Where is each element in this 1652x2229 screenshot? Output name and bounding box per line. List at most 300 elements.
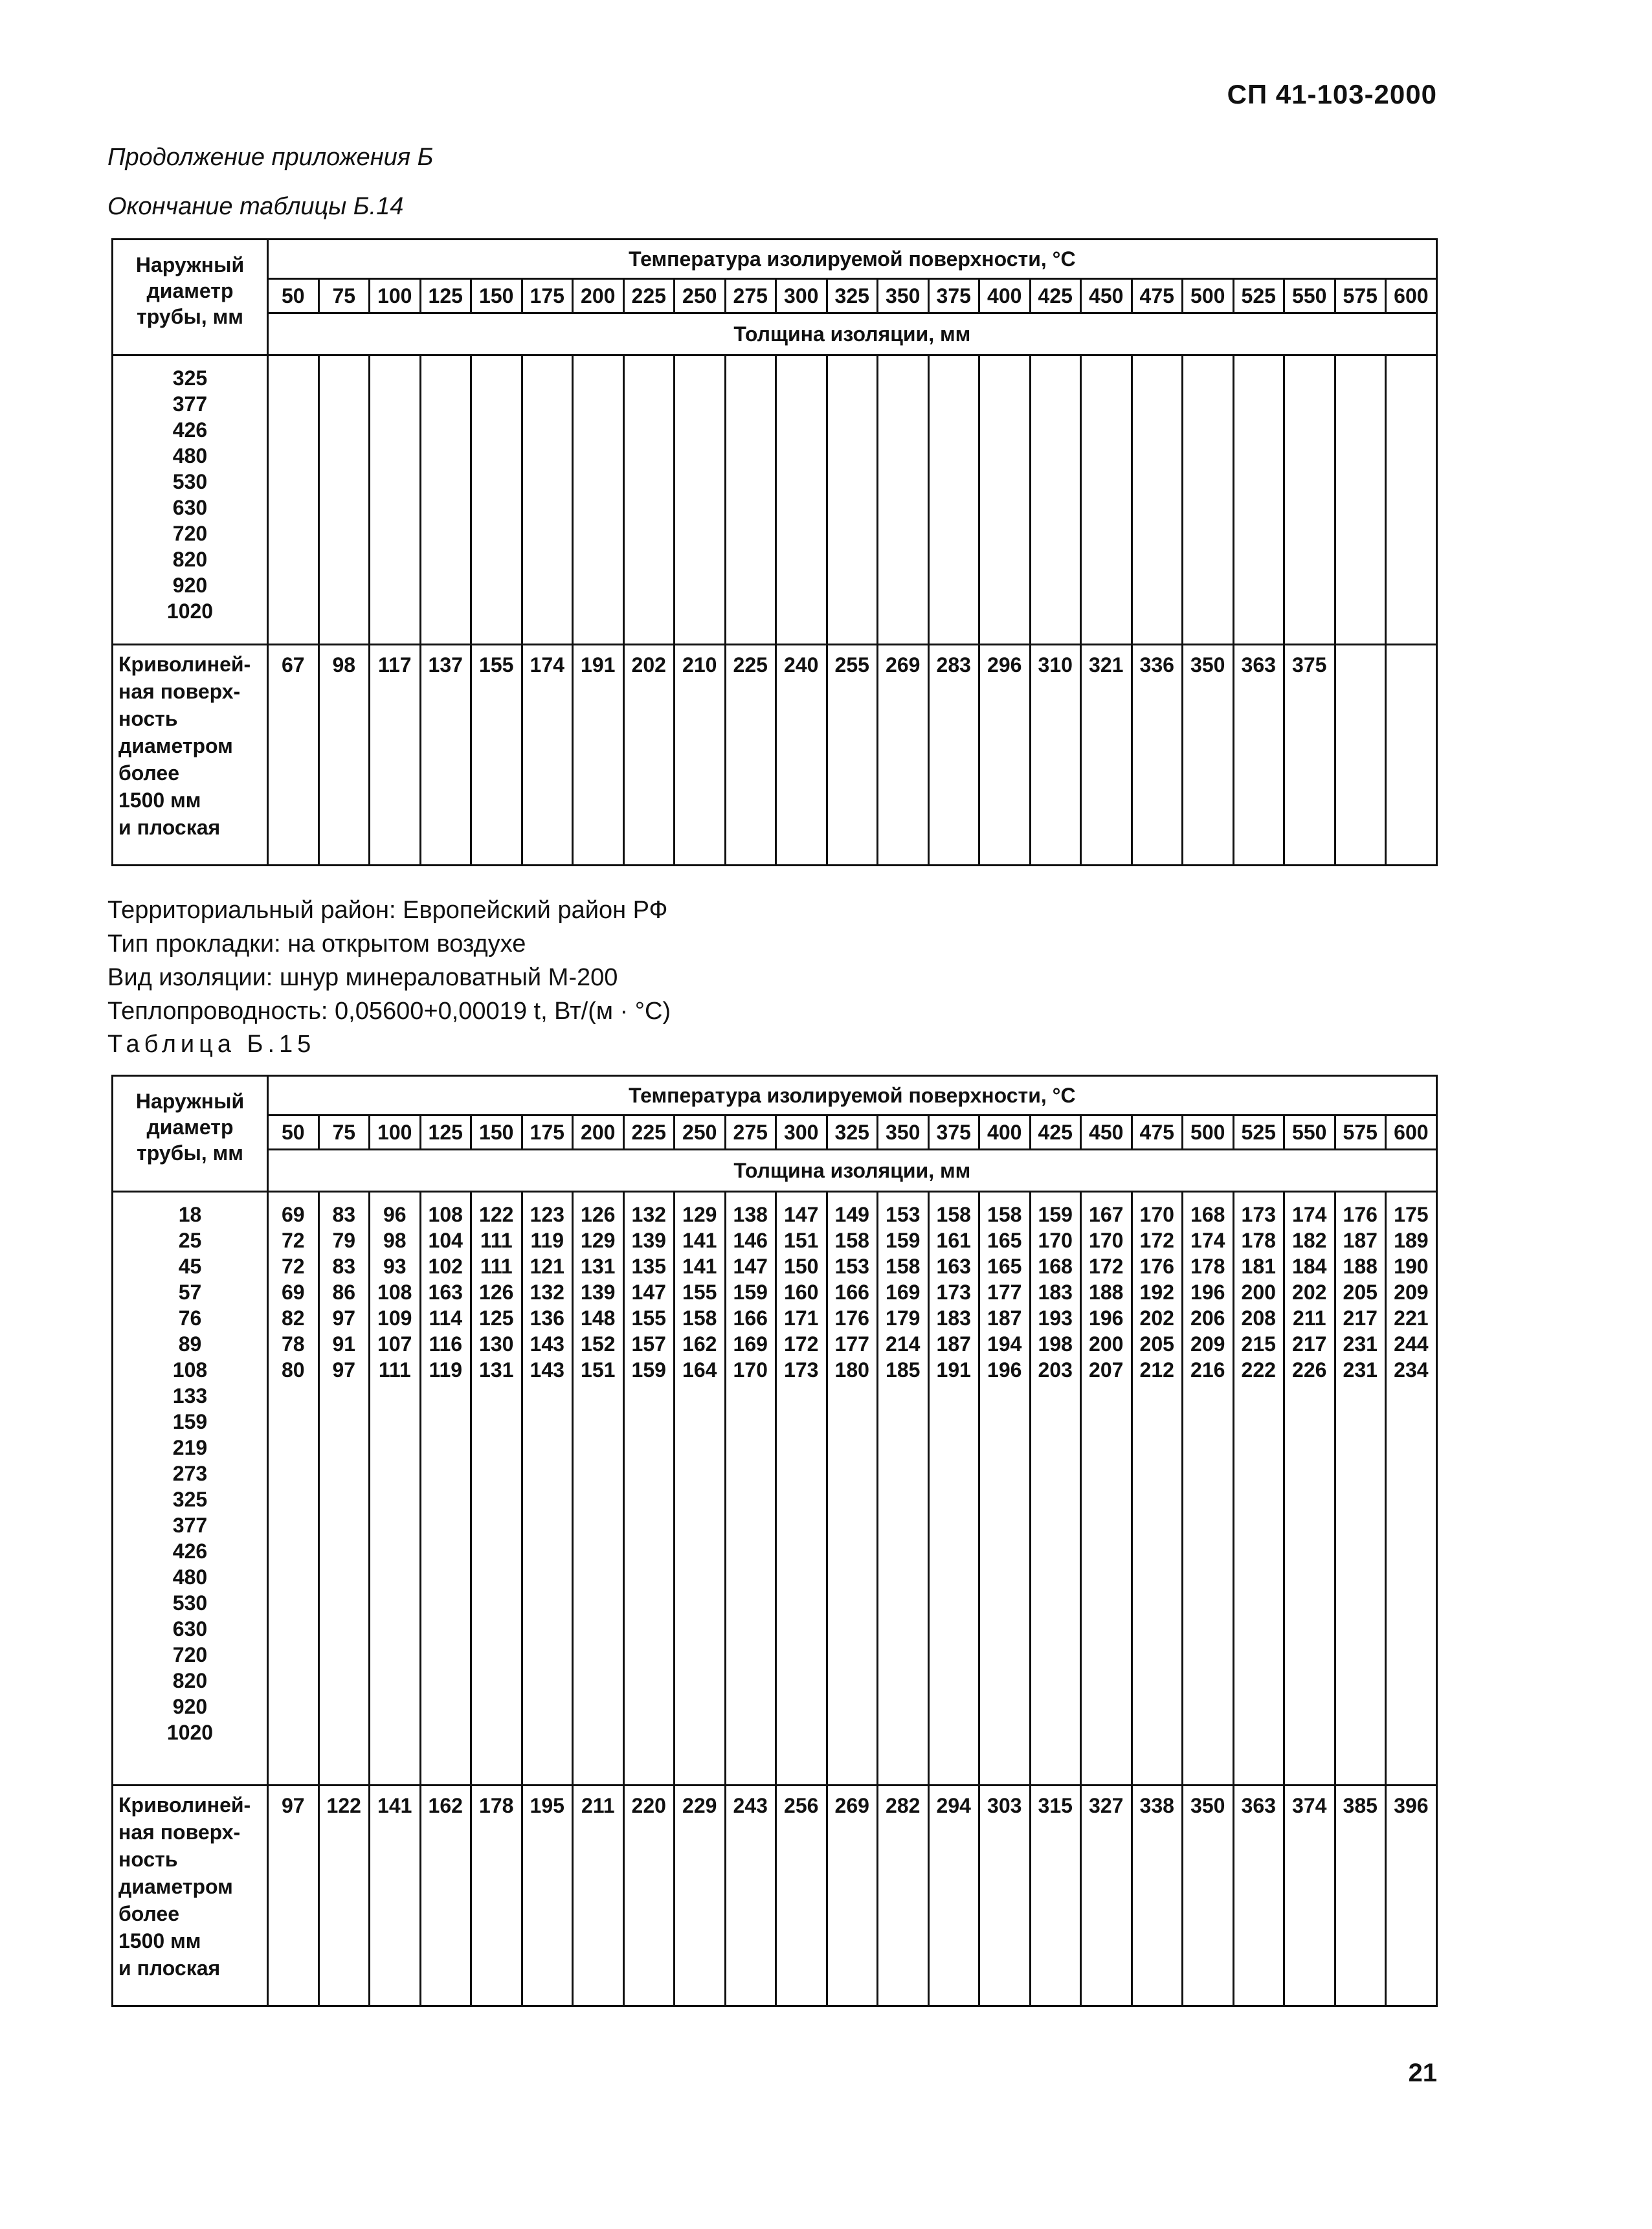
- text-line: 108: [172, 1358, 208, 1382]
- thickness-value: 148: [581, 1306, 616, 1330]
- temperature-cell: 175: [522, 279, 573, 313]
- temperature-cell: 600: [1386, 279, 1437, 313]
- thickness-value: 146: [733, 1229, 768, 1252]
- text-line: 480: [172, 444, 208, 467]
- text-line: 820: [172, 1669, 208, 1692]
- temperature-cell: 50: [268, 279, 319, 313]
- thickness-value: 158: [987, 1203, 1022, 1226]
- thickness-value: 182: [1292, 1229, 1327, 1252]
- temperature-cell: 475: [1132, 1115, 1183, 1150]
- thickness-value: 206: [1190, 1306, 1225, 1330]
- text-line: 720: [172, 522, 208, 545]
- temperature-row: [113, 279, 1437, 313]
- diameter-row: [113, 1192, 1437, 1786]
- text-line: 45: [178, 1255, 202, 1278]
- thickness-value: 170: [1139, 1203, 1174, 1226]
- thickness-value: 188: [1343, 1255, 1378, 1278]
- flat-thickness-value: 350: [1183, 645, 1234, 866]
- text-line: 377: [172, 1514, 208, 1537]
- thickness-value: 159: [886, 1229, 921, 1252]
- thickness-value: 163: [428, 1281, 463, 1304]
- thickness-value: 107: [377, 1332, 412, 1356]
- thickness-value: 160: [784, 1281, 819, 1304]
- temperature-cell: 300: [776, 279, 827, 313]
- thickness-value: 177: [834, 1332, 869, 1356]
- temperature-row: [113, 1115, 1437, 1150]
- thickness-value: 216: [1190, 1358, 1225, 1382]
- thickness-value: 181: [1241, 1255, 1276, 1278]
- thickness-value: 159: [631, 1358, 666, 1382]
- temperature-cell: 425: [1030, 279, 1081, 313]
- table-b14: [111, 238, 1438, 866]
- text-line: Криволиней-: [118, 653, 251, 676]
- thickness-column: [1081, 355, 1132, 645]
- flat-thickness-value: 122: [318, 1786, 370, 2006]
- flat-thickness-value: 137: [420, 645, 471, 866]
- thickness-column: [370, 1192, 421, 1786]
- thickness-value: 168: [1190, 1203, 1225, 1226]
- thickness-value: 169: [886, 1281, 921, 1304]
- text-line: 630: [172, 1617, 208, 1641]
- thickness-column: [675, 355, 726, 645]
- thickness-column: [1081, 1192, 1132, 1786]
- thickness-value: 83: [332, 1203, 356, 1226]
- thickness-value: 119: [530, 1229, 564, 1252]
- text-line: 630: [172, 496, 208, 519]
- region-line: Территориальный район: Европейский район РФ: [107, 897, 668, 924]
- flat-thickness-value: 269: [827, 1786, 878, 2006]
- thickness-value: 174: [1190, 1229, 1225, 1252]
- flat-surface-label: [113, 645, 268, 866]
- thickness-value: 171: [784, 1306, 819, 1330]
- thickness-value: 192: [1139, 1281, 1174, 1304]
- text-line: 273: [172, 1462, 208, 1485]
- thickness-value: 202: [1139, 1306, 1174, 1330]
- temperature-cell: 550: [1284, 1115, 1335, 1150]
- thickness-value: 104: [428, 1229, 463, 1252]
- flat-thickness-value: 240: [776, 645, 827, 866]
- flat-thickness-value: 162: [420, 1786, 471, 2006]
- thickness-value: 167: [1089, 1203, 1124, 1226]
- thickness-header-row: [113, 1150, 1437, 1192]
- flat-thickness-value: 220: [623, 1786, 675, 2006]
- thickness-value: 178: [1241, 1229, 1276, 1252]
- temperature-cell: 125: [420, 1115, 471, 1150]
- flat-surface-row: [113, 645, 1437, 866]
- flat-thickness-value: 321: [1081, 645, 1132, 866]
- thickness-column: [318, 1192, 370, 1786]
- text-line: 25: [178, 1229, 202, 1252]
- flat-thickness-value: 255: [827, 645, 878, 866]
- thickness-value: 153: [834, 1255, 869, 1278]
- diameter-header: [113, 240, 268, 355]
- thickness-value: 208: [1241, 1306, 1276, 1330]
- thickness-column: [268, 355, 319, 645]
- thickness-column: [776, 355, 827, 645]
- table-b15-label: Таблица Б.15: [107, 1031, 316, 1058]
- thickness-column: [1132, 355, 1183, 645]
- thickness-value: 158: [936, 1203, 971, 1226]
- thickness-value: 108: [377, 1281, 412, 1304]
- thickness-value: 231: [1343, 1358, 1378, 1382]
- temperature-cell: 450: [1081, 279, 1132, 313]
- thickness-value: 125: [479, 1306, 514, 1330]
- flat-surface-row: [113, 1786, 1437, 2006]
- thickness-column: [1284, 355, 1335, 645]
- thickness-column: [1030, 1192, 1081, 1786]
- flat-thickness-value: 282: [878, 1786, 929, 2006]
- thickness-value: 158: [834, 1229, 869, 1252]
- thickness-value: 158: [886, 1255, 921, 1278]
- thickness-value: 126: [479, 1281, 514, 1304]
- thickness-value: 129: [581, 1229, 616, 1252]
- thickness-value: 173: [784, 1358, 819, 1382]
- temperature-cell: 150: [471, 279, 522, 313]
- thickness-value: 196: [1190, 1281, 1225, 1304]
- thickness-value: 191: [936, 1358, 971, 1382]
- text-line: Криволиней-: [118, 1793, 251, 1817]
- thickness-value: 215: [1241, 1332, 1276, 1356]
- text-line: ная поверх-: [118, 680, 241, 703]
- temperature-cell: 75: [318, 1115, 370, 1150]
- thickness-column: [1183, 355, 1234, 645]
- text-line: диаметром: [118, 734, 233, 757]
- temperature-cell: 100: [370, 279, 421, 313]
- thickness-column: [623, 1192, 675, 1786]
- temperature-cell: 250: [675, 279, 726, 313]
- flat-thickness-value: 385: [1335, 1786, 1386, 2006]
- thickness-value: 214: [886, 1332, 921, 1356]
- thickness-value: 119: [429, 1358, 463, 1382]
- thickness-value: 131: [581, 1255, 616, 1278]
- text-line: ная поверх-: [118, 1820, 241, 1844]
- thickness-value: 189: [1394, 1229, 1429, 1252]
- thickness-value: 177: [987, 1281, 1022, 1304]
- temperature-cell: 175: [522, 1115, 573, 1150]
- thickness-value: 159: [1038, 1203, 1073, 1226]
- temperature-cell: 275: [725, 279, 776, 313]
- temperature-cell: 525: [1233, 1115, 1284, 1150]
- temperature-cell: 525: [1233, 279, 1284, 313]
- thickness-value: 126: [581, 1203, 616, 1226]
- laying-line: Тип прокладки: на открытом воздухе: [107, 930, 526, 958]
- flat-thickness-value: 294: [928, 1786, 979, 2006]
- thickness-value: 187: [1343, 1229, 1378, 1252]
- text-line: 820: [172, 548, 208, 571]
- temperature-cell: 150: [471, 1115, 522, 1150]
- temperature-cell: 225: [623, 279, 675, 313]
- temperature-cell: 200: [573, 1115, 624, 1150]
- flat-thickness-value: 243: [725, 1786, 776, 2006]
- flat-thickness-value: 283: [928, 645, 979, 866]
- thickness-value: 158: [682, 1306, 717, 1330]
- table-continuation-title: Окончание таблицы Б.14: [107, 193, 404, 220]
- thickness-value: 194: [987, 1332, 1022, 1356]
- flat-thickness-value: 178: [471, 1786, 522, 2006]
- thickness-value: 111: [480, 1255, 513, 1278]
- temperature-cell: 100: [370, 1115, 421, 1150]
- flat-thickness-value: 195: [522, 1786, 573, 2006]
- thickness-value: 203: [1038, 1358, 1073, 1382]
- text-line: 76: [178, 1306, 202, 1330]
- thickness-value: 179: [886, 1306, 921, 1330]
- flat-thickness-value: 141: [370, 1786, 421, 2006]
- page-number: 21: [1408, 2059, 1437, 2087]
- flat-thickness-value: 310: [1030, 645, 1081, 866]
- thickness-value: 185: [886, 1358, 921, 1382]
- text-line: диаметр: [146, 279, 234, 302]
- thickness-value: 184: [1292, 1255, 1327, 1278]
- text-line: 426: [172, 418, 208, 442]
- text-line: ность: [118, 707, 178, 730]
- temperature-header: Температура изолируемой поверхности, °С: [268, 1076, 1437, 1115]
- text-line: 325: [172, 1488, 208, 1511]
- thickness-value: 141: [682, 1229, 717, 1252]
- thickness-value: 78: [281, 1332, 305, 1356]
- thickness-value: 198: [1038, 1332, 1073, 1356]
- thickness-value: 114: [429, 1306, 463, 1330]
- text-line: 1020: [166, 599, 214, 623]
- thickness-column: [1233, 355, 1284, 645]
- diameter-row: [113, 355, 1437, 645]
- flat-thickness-value: 296: [979, 645, 1031, 866]
- thickness-value: 79: [332, 1229, 356, 1252]
- thickness-header: Толщина изоляции, мм: [268, 1150, 1437, 1192]
- temperature-cell: 350: [878, 279, 929, 313]
- thickness-column: [573, 1192, 624, 1786]
- flat-thickness-value: 303: [979, 1786, 1031, 2006]
- thickness-value: 122: [479, 1203, 514, 1226]
- thickness-value: 147: [631, 1281, 666, 1304]
- flat-thickness-value: 211: [573, 1786, 624, 2006]
- flat-thickness-value: 338: [1132, 1786, 1183, 2006]
- thickness-value: 173: [936, 1281, 971, 1304]
- text-line: 530: [172, 470, 208, 493]
- thickness-value: 149: [834, 1203, 869, 1226]
- thickness-column: [827, 1192, 878, 1786]
- thickness-column: [1132, 1192, 1183, 1786]
- thickness-value: 93: [383, 1255, 407, 1278]
- insulation-line: Вид изоляции: шнур минераловатный М-200: [107, 964, 618, 991]
- thickness-value: 116: [429, 1332, 463, 1356]
- thickness-value: 69: [281, 1281, 305, 1304]
- flat-thickness-value: [1335, 645, 1386, 866]
- thickness-value: 69: [281, 1203, 305, 1226]
- text-line: 920: [172, 1695, 208, 1718]
- text-line: 325: [172, 366, 208, 390]
- thickness-column: [522, 1192, 573, 1786]
- text-line: диаметр: [146, 1115, 234, 1139]
- thickness-value: 80: [281, 1358, 305, 1382]
- thickness-value: 130: [479, 1332, 514, 1356]
- thickness-value: 97: [332, 1306, 356, 1330]
- thickness-value: 221: [1394, 1306, 1429, 1330]
- thickness-value: 121: [530, 1255, 564, 1278]
- thickness-value: 172: [1139, 1229, 1174, 1252]
- temperature-cell: 375: [928, 1115, 979, 1150]
- flat-thickness-value: 375: [1284, 645, 1335, 866]
- thickness-value: 176: [1139, 1255, 1174, 1278]
- text-line: 720: [172, 1643, 208, 1666]
- conductivity-line: Теплопроводность: 0,05600+0,00019 t, Вт/(м · °С): [107, 998, 671, 1025]
- flat-thickness-value: 210: [675, 645, 726, 866]
- thickness-value: 151: [581, 1358, 616, 1382]
- thickness-value: 162: [682, 1332, 717, 1356]
- thickness-header: Толщина изоляции, мм: [268, 313, 1437, 355]
- thickness-value: 164: [682, 1358, 717, 1382]
- thickness-value: 83: [332, 1255, 356, 1278]
- thickness-column: [878, 1192, 929, 1786]
- thickness-value: 183: [1038, 1281, 1073, 1304]
- temperature-cell: 125: [420, 279, 471, 313]
- thickness-value: 153: [886, 1203, 921, 1226]
- thickness-value: 165: [987, 1255, 1022, 1278]
- thickness-value: 141: [682, 1255, 717, 1278]
- thickness-value: 209: [1190, 1332, 1225, 1356]
- thickness-column: [522, 355, 573, 645]
- temperature-cell: 250: [675, 1115, 726, 1150]
- thickness-value: 170: [1089, 1229, 1124, 1252]
- thickness-value: 150: [784, 1255, 819, 1278]
- section-15-info: [107, 893, 671, 1028]
- thickness-value: 138: [733, 1203, 768, 1226]
- thickness-value: 139: [581, 1281, 616, 1304]
- flat-thickness-value: 155: [471, 645, 522, 866]
- temperature-cell: 350: [878, 1115, 929, 1150]
- appendix-continuation: Продолжение приложения Б: [107, 144, 434, 171]
- flat-thickness-value: 191: [573, 645, 624, 866]
- thickness-value: 132: [631, 1203, 666, 1226]
- temperature-cell: 200: [573, 279, 624, 313]
- thickness-value: 176: [834, 1306, 869, 1330]
- flat-thickness-value: 256: [776, 1786, 827, 2006]
- thickness-value: 131: [479, 1358, 514, 1382]
- thickness-column: [725, 355, 776, 645]
- header-row: [113, 240, 1437, 279]
- thickness-value: 97: [332, 1358, 356, 1382]
- thickness-column: [675, 1192, 726, 1786]
- flat-thickness-value: 174: [522, 645, 573, 866]
- thickness-value: 159: [733, 1281, 768, 1304]
- temperature-cell: 600: [1386, 1115, 1437, 1150]
- thickness-value: 193: [1038, 1306, 1073, 1330]
- thickness-column: [979, 1192, 1031, 1786]
- text-line: 1020: [166, 1721, 214, 1744]
- thickness-value: 234: [1394, 1358, 1429, 1382]
- thickness-column: [1386, 1192, 1437, 1786]
- text-line: 426: [172, 1540, 208, 1563]
- thickness-column: [1335, 355, 1386, 645]
- text-line: 480: [172, 1565, 208, 1589]
- text-line: 57: [178, 1281, 202, 1304]
- thickness-value: 202: [1292, 1281, 1327, 1304]
- thickness-value: 217: [1292, 1332, 1327, 1356]
- text-line: 377: [172, 392, 208, 416]
- thickness-value: 176: [1343, 1203, 1378, 1226]
- thickness-column: [878, 355, 929, 645]
- thickness-value: 175: [1394, 1203, 1429, 1226]
- thickness-value: 207: [1089, 1358, 1124, 1382]
- text-line: 18: [178, 1203, 202, 1226]
- text-line: 1500 мм: [118, 789, 201, 812]
- thickness-value: 200: [1089, 1332, 1124, 1356]
- thickness-value: 217: [1343, 1306, 1378, 1330]
- flat-thickness-value: 202: [623, 645, 675, 866]
- thickness-value: 170: [733, 1358, 768, 1382]
- temperature-cell: 425: [1030, 1115, 1081, 1150]
- thickness-value: 172: [1089, 1255, 1124, 1278]
- thickness-value: 111: [480, 1229, 513, 1252]
- flat-thickness-value: 396: [1386, 1786, 1437, 2006]
- thickness-value: 91: [332, 1332, 356, 1356]
- thickness-value: 166: [733, 1306, 768, 1330]
- thickness-value: 178: [1190, 1255, 1225, 1278]
- thickness-value: 163: [936, 1255, 971, 1278]
- temperature-cell: 300: [776, 1115, 827, 1150]
- thickness-value: 226: [1292, 1358, 1327, 1382]
- thickness-value: 161: [936, 1229, 971, 1252]
- text-line: и плоская: [118, 1956, 221, 1980]
- thickness-value: 187: [987, 1306, 1022, 1330]
- flat-surface-label: [113, 1786, 268, 2006]
- thickness-value: 205: [1343, 1281, 1378, 1304]
- flat-thickness-value: 327: [1081, 1786, 1132, 2006]
- thickness-value: 111: [378, 1358, 411, 1382]
- flat-thickness-value: 363: [1233, 1786, 1284, 2006]
- thickness-value: 72: [281, 1255, 305, 1278]
- thickness-value: 183: [936, 1306, 971, 1330]
- flat-thickness-value: 374: [1284, 1786, 1335, 2006]
- temperature-cell: 575: [1335, 279, 1386, 313]
- thickness-value: 172: [784, 1332, 819, 1356]
- thickness-value: 169: [733, 1332, 768, 1356]
- flat-thickness-value: [1386, 645, 1437, 866]
- text-line: 159: [172, 1410, 208, 1433]
- temperature-cell: 500: [1183, 279, 1234, 313]
- text-line: 920: [172, 574, 208, 597]
- document-code: СП 41-103-2000: [1227, 79, 1437, 109]
- thickness-column: [1183, 1192, 1234, 1786]
- thickness-value: 170: [1038, 1229, 1073, 1252]
- thickness-column: [776, 1192, 827, 1786]
- thickness-value: 86: [332, 1281, 356, 1304]
- flat-thickness-value: 350: [1183, 1786, 1234, 2006]
- thickness-value: 98: [383, 1229, 407, 1252]
- thickness-header-row: [113, 313, 1437, 355]
- thickness-column: [370, 355, 421, 645]
- thickness-column: [827, 355, 878, 645]
- thickness-column: [471, 1192, 522, 1786]
- thickness-value: 174: [1292, 1203, 1327, 1226]
- temperature-cell: 400: [979, 279, 1031, 313]
- thickness-value: 123: [530, 1203, 564, 1226]
- temperature-cell: 325: [827, 1115, 878, 1150]
- thickness-value: 205: [1139, 1332, 1174, 1356]
- thickness-value: 200: [1241, 1281, 1276, 1304]
- thickness-value: 231: [1343, 1332, 1378, 1356]
- thickness-column: [979, 355, 1031, 645]
- thickness-value: 108: [428, 1203, 463, 1226]
- thickness-value: 136: [530, 1306, 564, 1330]
- thickness-column: [471, 355, 522, 645]
- table-b15: [111, 1075, 1438, 2007]
- text-line: Наружный: [135, 1090, 245, 1113]
- diameter-header: [113, 1076, 268, 1192]
- thickness-value: 147: [784, 1203, 819, 1226]
- thickness-value: 82: [281, 1306, 305, 1330]
- thickness-column: [928, 355, 979, 645]
- thickness-value: 143: [530, 1358, 564, 1382]
